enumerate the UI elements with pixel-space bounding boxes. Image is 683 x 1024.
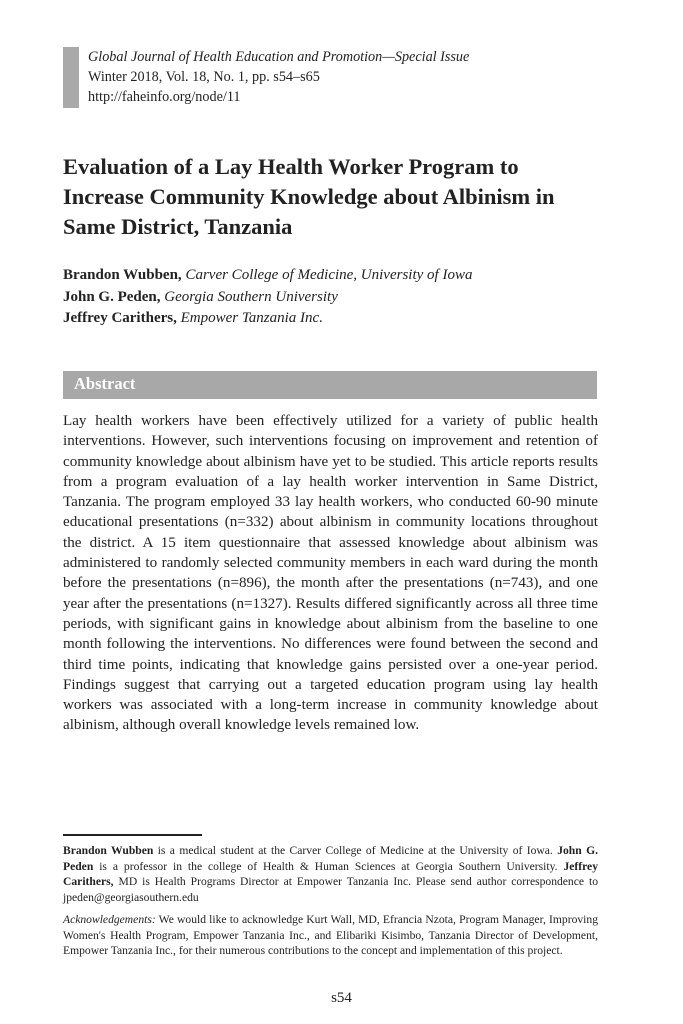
author-name: John G. Peden, <box>63 288 161 305</box>
bio-name: Brandon Wubben <box>63 844 154 857</box>
author-list <box>63 265 623 330</box>
abstract-text: Lay health workers have been effectively utilized for a variety of public health interventions. However, such interventions focusing on improvement and retention of community knowledge about albinism have yet to be studied. This article reports results from a program evaluation of a lay health worker intervention in Same District, Tanzania. The program employed 33 lay health workers, who conducted 60-90 minute educational presentations (n=332) about albinism in community locations throughout the district. A 15 item questionnaire that assessed knowledge about albinism was administered to randomly selected community members in each ward during the month before the presentations (n=896), the month after the presentations (n=743), and one year after the presentations (n=1327). Results differed significantly across all three time periods, with significant gains in knowledge about albinism from the baseline to one month following the interventions. No differences were found between the second and third time points, indicating that knowledge gains persisted over a one-year period. Findings suggest that carrying out a targeted education program using lay health workers was associated with a long-term increase in community knowledge about albinism, although overall knowledge levels remained low. <box>63 413 598 734</box>
acknowledgements-footnote <box>63 912 598 959</box>
footnote-divider <box>63 834 202 836</box>
acknowledgements-text: We would like to acknowledge Kurt Wall, MD, Efrancia Nzota, Program Manager, Improving Women's Health Program, Empower Tanzania Inc., and Elibariki Kisimbo, Tanzania Director of Development, Empower Tanzania Inc., for their numerous contributions to the concept and implementation of this project. <box>63 912 598 958</box>
journal-accent-bar <box>63 47 79 108</box>
bio-text: MD is Health Programs Director at Empower Tanzania Inc. Please send author correspondence to jpeden@georgiasouthern.edu <box>63 875 598 905</box>
journal-url: http://faheinfo.org/node/11 <box>88 89 241 105</box>
author-entry <box>63 308 623 330</box>
author-name: Brandon Wubben, <box>63 267 182 283</box>
acknowledgements-label: Acknowledgements: <box>63 912 156 926</box>
article-title: Evaluation of a Lay Health Worker Program to Increase Community Knowledge about Albinism in Same District, Tanzania <box>63 154 555 239</box>
abstract-heading-bar <box>63 371 597 399</box>
journal-name: Global Journal of Health Education and Promotion—Special Issue <box>88 49 470 65</box>
journal-citation <box>88 47 469 107</box>
author-bio-footnote <box>63 843 598 906</box>
footnotes <box>63 843 598 965</box>
bio-name: John G. Peden <box>63 844 598 873</box>
author-affiliation: Carver College of Medicine, University of Iowa <box>185 267 473 283</box>
author-affiliation: Empower Tanzania Inc. <box>180 310 323 326</box>
journal-issue: Winter 2018, Vol. 18, No. 1, pp. s54–s65 <box>88 69 320 85</box>
author-entry <box>63 287 623 309</box>
page-number: s54 <box>331 990 352 1006</box>
author-affiliation: Georgia Southern University <box>164 288 338 305</box>
bio-name: Jeffrey Carithers, <box>63 859 598 889</box>
author-name: Jeffrey Carithers, <box>63 310 177 326</box>
abstract-heading: Abstract <box>74 374 136 393</box>
author-entry <box>63 265 623 287</box>
bio-text: is a medical student at the Carver College of Medicine at the University of Iowa. <box>153 844 558 857</box>
bio-text: is a professor in the college of Health & Human Sciences at Georgia Southern University. <box>93 859 564 873</box>
